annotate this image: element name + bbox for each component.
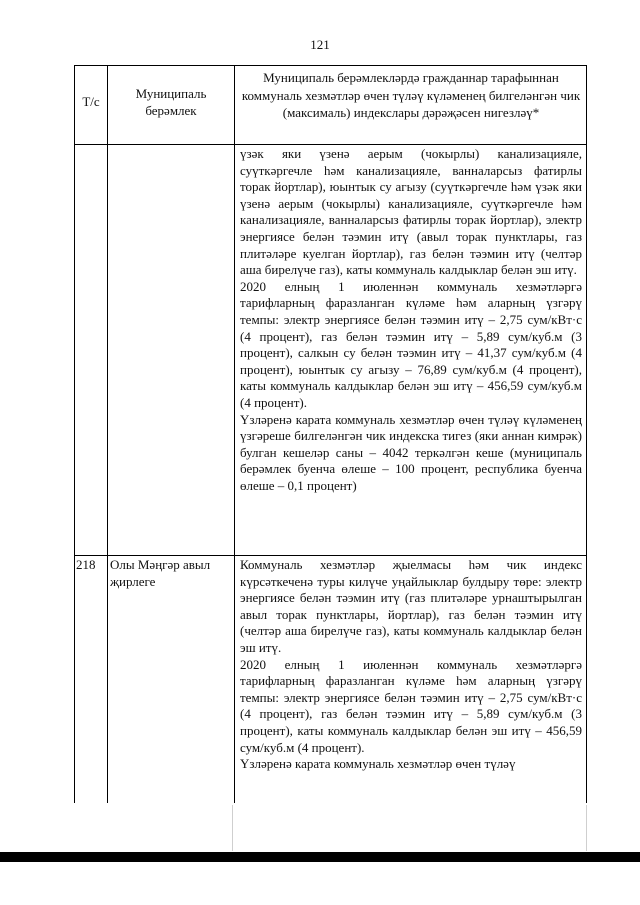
table-row-divider-line [74,555,587,556]
table-header-bottom-line [74,144,587,145]
scan-bottom-bar [0,852,640,862]
table-top-line [74,65,587,66]
continued-paragraph: үзәк яки үзенә аерым (чокырлы) канализацияле, суүткәргечле һәм канализацияле, ванналарсыз фатирлы торак йортлар), юынтык су агызу (суүткәргечле һәм үзәк яки үзенә аерым (чокырлы) канализацияле, суүткәргечле һәм канализацияле, ванналарсыз фатирлы торак йортлар), электр энергиясе белән тәэмин итү (авыл торак пунктлары, газ плитәләре куелган йортлар), газ белән тәэмин итү (челтәр аша бирелүче газ), каты коммуналь калдыклар белән эш итү. [240,146,582,278]
table-outer-left-line [74,65,75,803]
row-municipality: Олы Мәңгәр авыл җирлеге [110,557,211,589]
scan-artifact-line [232,805,233,851]
header-municipality: Муниципаль берәмлек [135,86,207,118]
scan-artifact-line [586,805,587,851]
continued-paragraph: Үзләренә карата коммуналь хезмәтләр өчен түләү күләменең үзгәреше билгеләнгән чик индекска тигез (яки аннан кимрәк) булган кешеләр саны – 4042 теркәлгән кеше (муниципаль берәмлек буенча өлеше – 100 процент, республика буенча өлеше – 0,1 процент) [240,411,582,493]
table-col2-line [234,65,235,803]
row-paragraph: Коммуналь хезмәтләр җыелмасы һәм чик индекс күрсәткеченә туры килүче уңайлыклар булдыру төре: электр энергиясе белән тәэмин итү (газ плитәләре урнаштырылган авыл торак пунктлары, йортлар), газ белән тәэмин итү (челтәр аша бирелүче газ), каты коммуналь калдыклар белән эш итү. [240,557,582,655]
table-col1-line [107,65,108,803]
row-218-description [240,557,582,773]
continued-paragraph: 2020 елның 1 июленнән коммуналь хезмәтләргә тарифларның фаразланган күләме һәм аларның үзгәрү темпы: электр энергиясе белән тәэмин итү – 2,75 сум/кВт·с (4 процент), газ белән тәэмин итү – 5,89 сум/куб.м (3 процент), салкын су белән тәэмин итү – 41,37 сум/куб.м (4 процент), юынтык су агызу – 76,89 сум/куб.м (4 процент), каты коммуналь калдыклар белән эш итү – 456,59 сум/куб.м (4 процент). [240,278,582,410]
continued-row-description [240,146,582,494]
row-paragraph: 2020 елның 1 июленнән коммуналь хезмәтләргә тарифларның фаразланган күләме һәм аларның үзгәрү темпы: электр энергиясе белән тәэмин итү – 2,75 сум/кВт·с (4 процент), газ белән тәэмин итү – 5,89 сум/куб.м (3 процент), каты коммуналь калдыклар белән эш итү – 456,59 сум/куб.м (4 процент). [240,656,582,755]
page-number: 121 [310,37,330,52]
row-paragraph: Үзләренә карата коммуналь хезмәтләр өчен түләү [240,756,516,772]
table-outer-right-line [586,65,587,803]
header-num: Т/с [82,94,100,109]
row-number: 218 [76,557,96,572]
header-index: Муниципаль берәмлекләрдә гражданнар тарафыннан коммуналь хезмәтләр өчен түләү күләменең билгеләнгән чик (максималь) индекслары дәрәҗәсен нигезләү* [241,70,581,121]
